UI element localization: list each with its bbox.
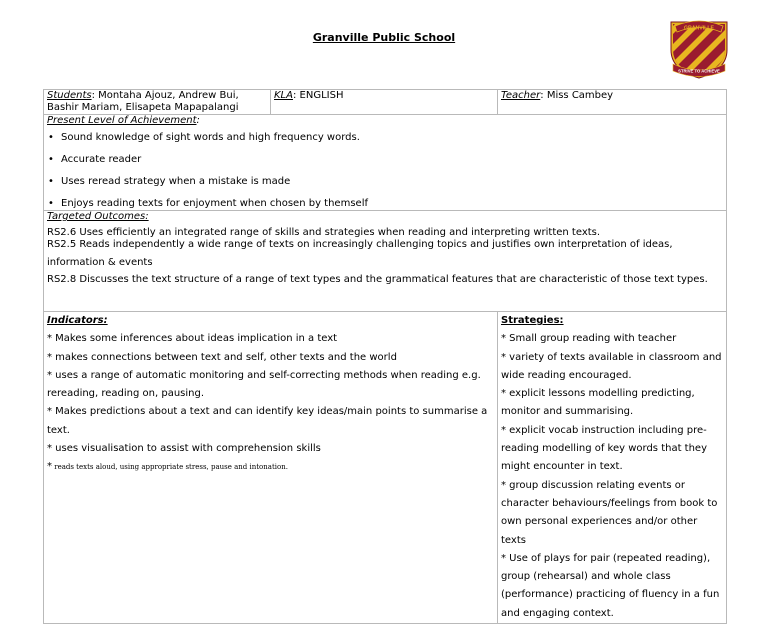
strategy-item: * group discussion relating events or character behaviours/feelings from book to own personal experiences and/or other texts bbox=[501, 479, 718, 546]
indicator-item: * Makes predictions about a text and can identify key ideas/main points to summarise a text. bbox=[47, 406, 488, 436]
outcome-rs25: RS2.5 Reads independently a wide range of texts on increasingly challenging topics and justifies own interpretation of ideas, information & events bbox=[47, 239, 673, 268]
indicator-last-star: * bbox=[47, 461, 52, 473]
achievement-list bbox=[47, 127, 723, 209]
outcomes-label: Targeted Outcomes: bbox=[47, 211, 149, 222]
kla-label: KLA bbox=[274, 90, 293, 101]
strategy-item: * variety of texts available in classroom and wide reading encouraged. bbox=[501, 351, 722, 381]
crest-name-text: GRANVILLE bbox=[684, 25, 714, 32]
students-cell bbox=[44, 90, 271, 115]
indicators-cell bbox=[44, 312, 498, 624]
school-crest-logo bbox=[665, 14, 733, 82]
achievement-label-suffix: : bbox=[196, 115, 200, 126]
teacher-cell bbox=[498, 90, 727, 115]
achievement-row bbox=[44, 115, 727, 211]
teacher-value: : Miss Cambey bbox=[540, 90, 614, 101]
achievement-item: • Sound knowledge of sight words and high frequency words. bbox=[47, 127, 723, 149]
strategies-label: Strategies: bbox=[501, 315, 564, 326]
indicator-item: * uses a range of automatic monitoring and self-correcting methods when reading e.g. rereading, reading on, pausing. bbox=[47, 369, 481, 400]
crest-motto-text: STRIVE TO ACHIEVE bbox=[678, 68, 720, 74]
indicator-last-text: reads texts aloud, using appropriate stress, pause and intonation. bbox=[52, 463, 288, 472]
outcomes-cell bbox=[44, 211, 727, 312]
outcome-rs26: RS2.6 Uses efficiently an integrated range of skills and strategies when reading and interpreting written texts. bbox=[47, 227, 601, 238]
outcome-rs28: RS2.8 Discusses the text structure of a range of text types and the grammatical features that are characteristic of those text types. bbox=[47, 274, 708, 285]
students-label: Students bbox=[47, 90, 92, 101]
teacher-label: Teacher bbox=[501, 90, 541, 101]
achievement-item: • Enjoys reading texts for enjoyment when chosen by themself bbox=[47, 193, 723, 209]
achievement-label: Present Level of Achievement bbox=[47, 115, 197, 126]
students-value: : Montaha Ajouz, Andrew Bui, Bashir Mariam, Elisapeta Mapapalangi bbox=[47, 90, 239, 113]
indicators-strategies-row bbox=[44, 312, 727, 624]
outcomes-row bbox=[44, 211, 727, 312]
indicator-item: * uses visualisation to assist with comprehension skills bbox=[47, 443, 321, 455]
header-row bbox=[44, 90, 727, 115]
achievement-item: • Uses reread strategy when a mistake is made bbox=[47, 171, 723, 193]
kla-value: : ENGLISH bbox=[292, 90, 344, 101]
indicator-item: * makes connections between text and self, other texts and the world bbox=[47, 351, 397, 363]
kla-cell bbox=[271, 90, 498, 115]
learning-plan-table bbox=[43, 89, 727, 624]
indicator-item: * Makes some inferences about ideas implication in a text bbox=[47, 333, 338, 345]
strategy-item: * Small group reading with teacher bbox=[501, 333, 677, 345]
strategy-item: * explicit lessons modelling predicting, monitor and summarising. bbox=[501, 388, 695, 418]
strategy-item: * explicit vocab instruction including pre-reading modelling of key words that they might encounter in text. bbox=[501, 424, 708, 473]
strategy-item: * Use of plays for pair (repeated reading), group (rehearsal) and whole class (performance) practicing of fluency in a fun and engaging context. bbox=[501, 552, 720, 619]
achievement-cell bbox=[44, 115, 727, 211]
document-title: Granville Public School bbox=[312, 31, 456, 44]
strategies-cell bbox=[498, 312, 727, 624]
indicators-label: Indicators: bbox=[47, 315, 108, 326]
indicator-item-last bbox=[47, 458, 494, 476]
achievement-item: • Accurate reader bbox=[47, 149, 723, 171]
